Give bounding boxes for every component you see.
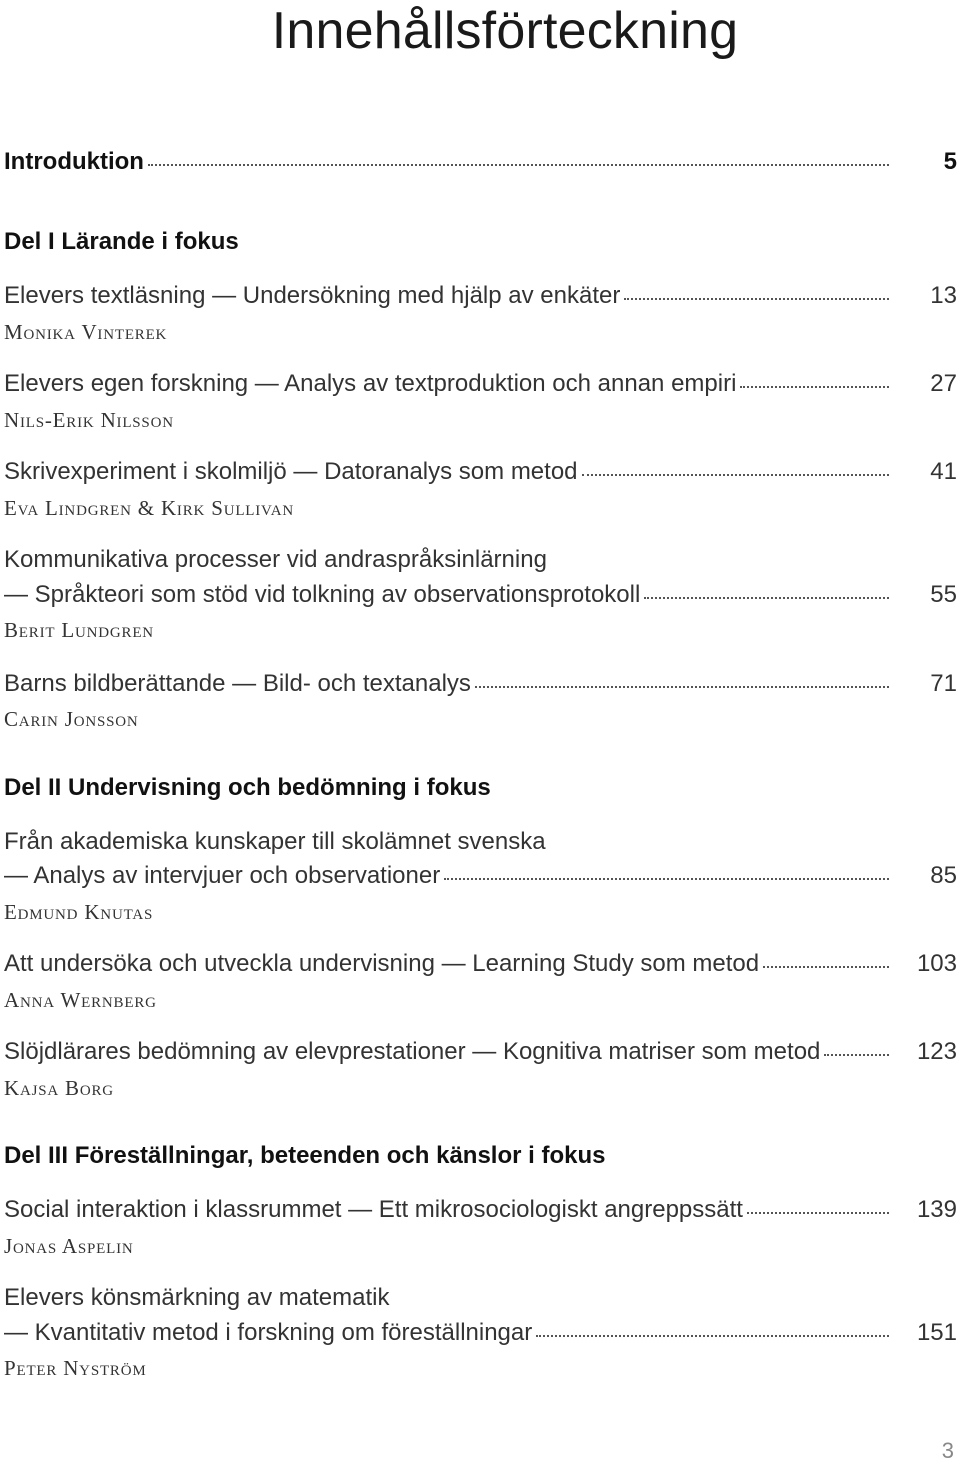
- toc-entry-title: Social interaktion i klassrummet — Ett mikrosociologiskt angreppssätt: [4, 1196, 743, 1223]
- toc-page-number: 103: [916, 950, 957, 977]
- toc-entry-author: Jonas Aspelin: [4, 1234, 134, 1258]
- dot-leader: [644, 597, 889, 599]
- toc-entry[interactable]: [4, 581, 957, 609]
- toc-entry-title: — Språkteori som stöd vid tolkning av observationsprotokoll: [4, 581, 641, 608]
- toc-entry[interactable]: [4, 950, 957, 978]
- toc-entry-author: Monika Vinterek: [4, 320, 168, 344]
- toc-entry-title: Slöjdlärares bedömning av elevprestationer — Kognitiva matriser som metod: [4, 1038, 821, 1065]
- toc-page-number: 123: [916, 1038, 957, 1065]
- toc-entry-author: Edmund Knutas: [4, 900, 154, 924]
- toc-entry-title: Att undersöka och utveckla undervisning — Learning Study som metod: [4, 950, 760, 977]
- dot-leader: [763, 966, 889, 968]
- dot-leader: [475, 686, 889, 688]
- toc-page-number: 85: [930, 862, 957, 889]
- toc-entry[interactable]: [4, 1319, 957, 1347]
- toc-entry[interactable]: [4, 458, 957, 486]
- toc-entry-introduktion[interactable]: [4, 148, 957, 176]
- page-number: 3: [941, 1438, 954, 1463]
- toc-page-number: 13: [930, 282, 957, 309]
- page-title: Innehållsförteckning: [271, 2, 739, 60]
- toc-entry-author: Kajsa Borg: [4, 1076, 114, 1100]
- toc-page-number: 71: [930, 670, 957, 697]
- toc-entry[interactable]: [4, 862, 957, 890]
- toc-entry-title: Barns bildberättande — Bild- och textanalys: [4, 670, 471, 697]
- toc-entry-author: Nils-Erik Nilsson: [4, 408, 174, 432]
- dot-leader: [582, 474, 889, 476]
- toc-entry-author: Carin Jonsson: [4, 707, 139, 731]
- toc-entry[interactable]: [4, 670, 957, 698]
- toc-entry-author: Eva Lindgren & Kirk Sullivan: [4, 496, 295, 520]
- section-heading-del-2: Del II Undervisning och bedömning i fokus: [4, 774, 491, 801]
- dot-leader: [740, 386, 889, 388]
- section-heading-del-3: Del III Föreställningar, beteenden och känslor i fokus: [4, 1142, 606, 1169]
- toc-entry-author: Anna Wernberg: [4, 988, 157, 1012]
- toc-entry-title-line: Från akademiska kunskaper till skolämnet svenska: [4, 828, 546, 855]
- toc-page-number: 55: [930, 581, 957, 608]
- toc-entry[interactable]: [4, 1038, 957, 1066]
- toc-page-number: 41: [930, 458, 957, 485]
- toc-entry-title: Elevers textläsning — Undersökning med hjälp av enkäter: [4, 282, 621, 309]
- toc-entry[interactable]: [4, 282, 957, 310]
- toc-entry-title: Elevers egen forskning — Analys av textproduktion och annan empiri: [4, 370, 737, 397]
- dot-leader: [747, 1212, 889, 1214]
- dot-leader: [444, 878, 889, 880]
- dot-leader: [824, 1054, 889, 1056]
- dot-leader: [536, 1335, 889, 1337]
- toc-entry-author: Peter Nyström: [4, 1356, 147, 1380]
- toc-page-number: 139: [916, 1196, 957, 1223]
- toc-entry-title: Skrivexperiment i skolmiljö — Datoranalys som metod: [4, 458, 578, 485]
- section-heading-del-1: Del I Lärande i fokus: [4, 228, 239, 255]
- toc-entry-title-line: Elevers könsmärkning av matematik: [4, 1284, 390, 1311]
- toc-page-number: 151: [916, 1319, 957, 1346]
- toc-entry[interactable]: [4, 1196, 957, 1224]
- dot-leader: [624, 298, 889, 300]
- toc-page-number: 27: [930, 370, 957, 397]
- toc-entry-title-line: Kommunikativa processer vid andraspråksinlärning: [4, 546, 547, 573]
- toc-entry-title: — Kvantitativ metod i forskning om föreställningar: [4, 1319, 533, 1346]
- toc-entry[interactable]: [4, 370, 957, 398]
- toc-entry-title: — Analys av intervjuer och observationer: [4, 862, 441, 889]
- toc-entry-title: Introduktion: [4, 148, 144, 175]
- toc-entry-author: Berit Lundgren: [4, 618, 154, 642]
- toc-page-number: 5: [943, 148, 957, 175]
- dot-leader: [148, 164, 889, 166]
